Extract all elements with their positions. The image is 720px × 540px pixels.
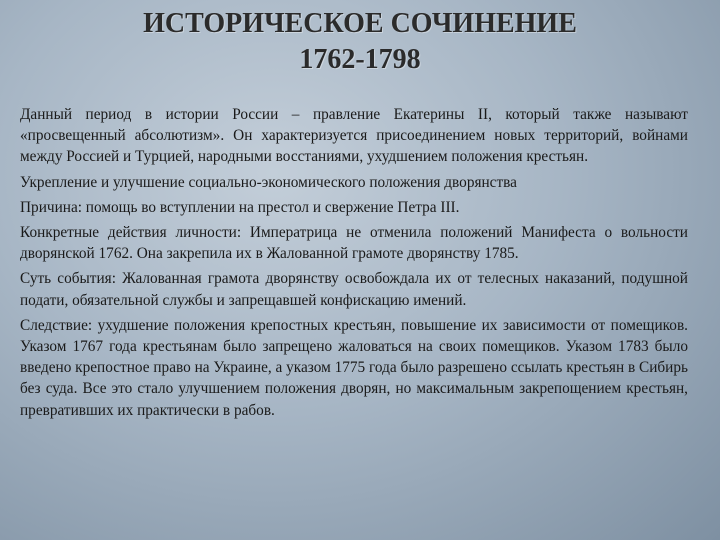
paragraph-intro: Данный период в истории России – правление Екатерины II, который также называют «просвещенный абсолютизм». Он характеризуется присоединением новых территорий, войнами между Россией и Турцией, народными восстаниями, ухудшением положения крестьян. [20, 106, 688, 166]
title-line-1: ИСТОРИЧЕСКОЕ СОЧИНЕНИЕ [143, 8, 577, 39]
title-line-2: 1762-1798 [299, 44, 421, 75]
paragraph-heading: Укрепление и улучшение социально-экономического положения дворянства [20, 173, 517, 191]
slide-title [60, 6, 660, 78]
paragraph-essence: Суть события: Жалованная грамота дворянству освобождала их от телесных наказаний, подушной подати, обязательной службы и запрещавшей конфискацию имений. [20, 270, 688, 309]
paragraph-cause: Причина: помощь во вступлении на престол и свержение Петра III. [20, 198, 460, 216]
paragraph-consequence: Следствие: ухудшение положения крепостных крестьян, повышение их зависимости от помещиков. Указом 1767 года крестьянам было запрещено жаловаться на своих помещиков. Указом 1783 было введено крепостное право на Украине, а указом 1775 года было разрешено ссылать крестьян в Сибирь без суда. Все это стало улучшением положения дворян, но максимальным закрепощением крестьян, превративших их практически в рабов. [20, 316, 688, 419]
paragraph-actions: Конкретные действия личности: Императрица не отменила положений Манифеста о вольности дворянской 1762. Она закрепила их в Жалованной грамоте дворянству 1785. [20, 224, 688, 263]
slide-body [20, 104, 688, 425]
